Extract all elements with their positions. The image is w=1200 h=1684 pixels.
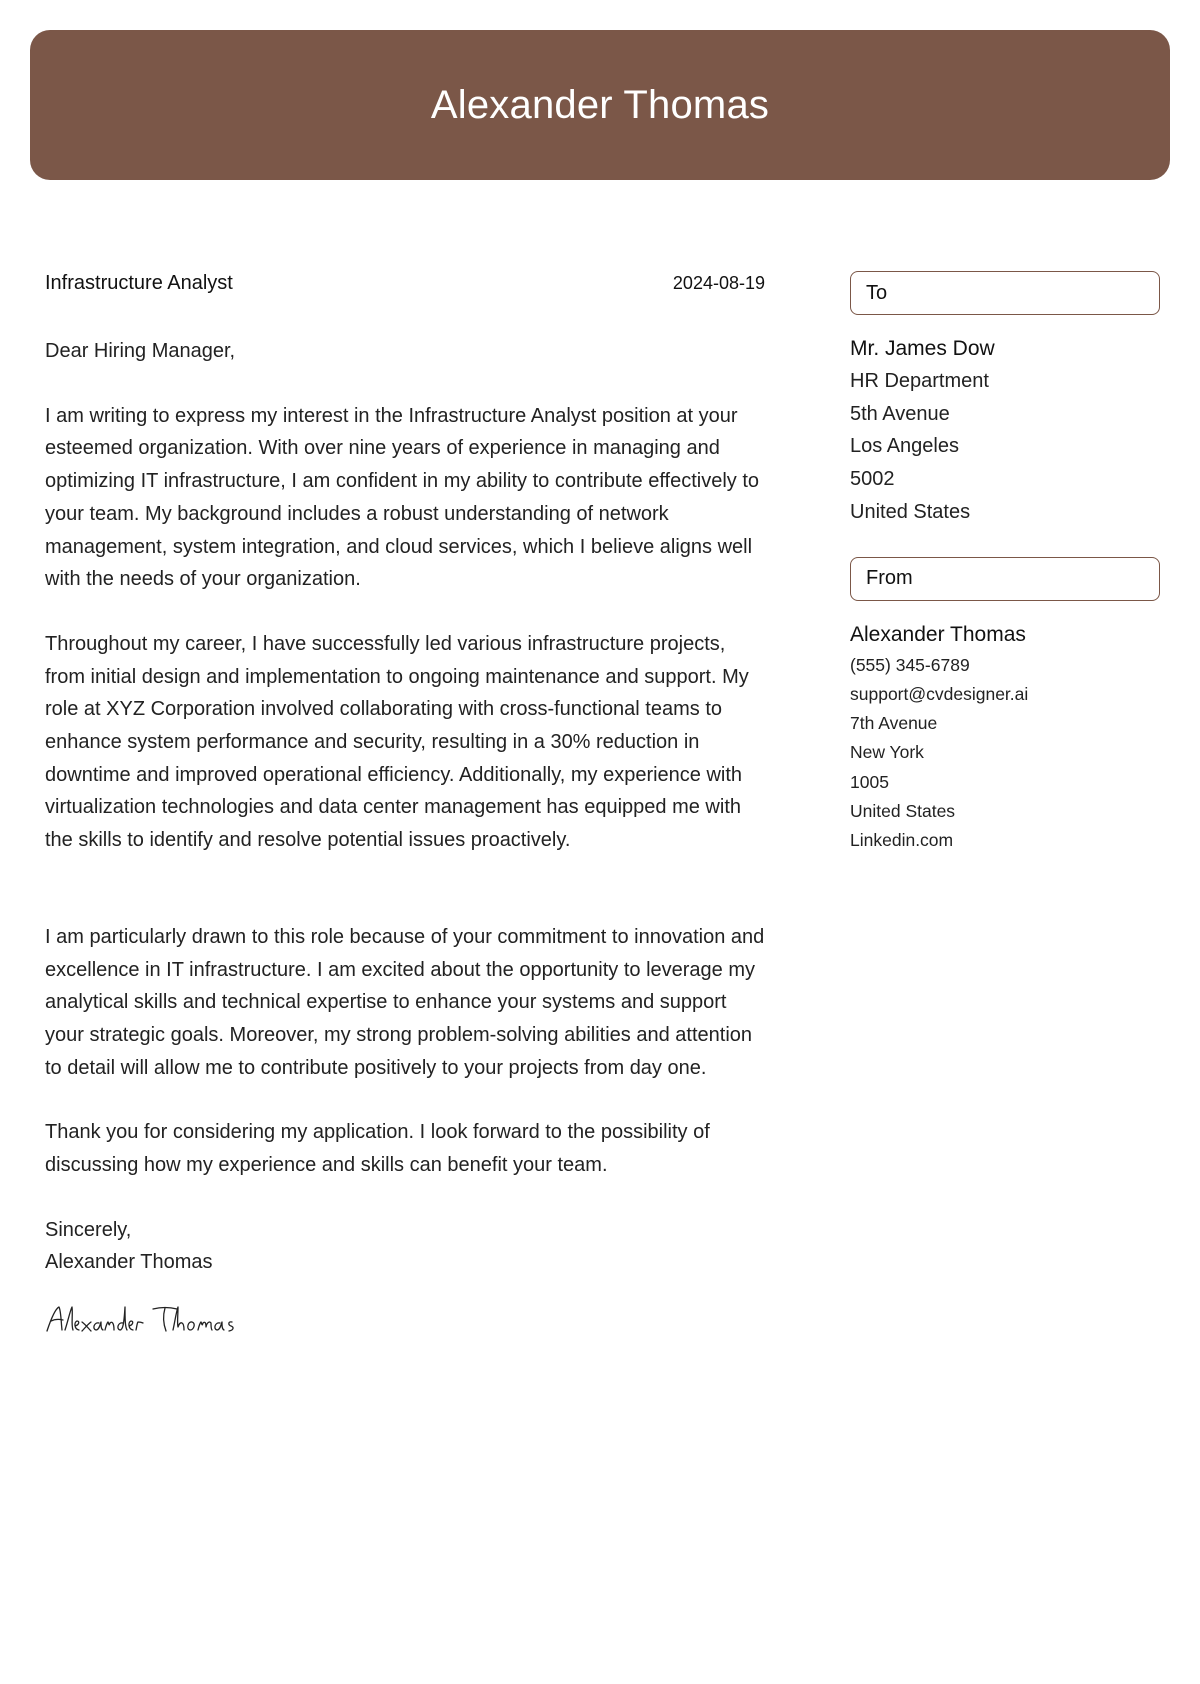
recipient-department: HR Department bbox=[850, 370, 989, 392]
paragraph-intro: I am writing to express my interest in the Infrastructure Analyst position at your esteemed organization. With over nine years of experience in managing and optimizing IT infrastructure, I am confident in my ability to contribute effectively to your team. My background includes a robust understanding of network management, system integration, and cloud services, which I believe aligns well with the needs of your organization. bbox=[45, 404, 760, 591]
paragraph-experience: Throughout my career, I have successfully led various infrastructure projects, from initial design and implementation to ongoing maintenance and support. My role at XYZ Corporation involved collaborating with cross-functional teams to enhance system performance and security, resulting in a 30% reduction in downtime and improved operational efficiency. Additionally, my experience with virtualization technologies and data center management has equipped me with the skills to identify and resolve potential issues proactively. bbox=[45, 632, 749, 852]
sender-phone: (555) 345-6789 bbox=[850, 654, 970, 675]
sender-zip: 1005 bbox=[850, 771, 889, 792]
letter-date: 2024-08-19 bbox=[672, 273, 765, 293]
header-banner bbox=[30, 30, 1170, 180]
closing: Sincerely, bbox=[45, 1218, 132, 1241]
recipient-zip: 5002 bbox=[850, 468, 895, 491]
sidebar bbox=[850, 271, 1160, 856]
title-row bbox=[45, 272, 765, 295]
sender-email: support@cvdesigner.ai bbox=[850, 683, 1029, 704]
paragraph-thanks: Thank you for considering my application. I look forward to the possibility of discussing how my experience and skills can benefit your team. bbox=[45, 1121, 710, 1177]
paragraph-motivation: I am particularly drawn to this role because of your commitment to innovation and excellence in IT infrastructure. I am excited about the opportunity to leverage my analytical skills and technical expertise to enhance your systems and support your strategic goals. Moreover, my strong problem-solving abilities and attention to detail will allow me to contribute positively to your projects from day one. bbox=[45, 925, 765, 1079]
sender-details bbox=[850, 619, 1160, 856]
signature bbox=[45, 1301, 765, 1339]
recipient-country: United States bbox=[850, 500, 971, 523]
header-name: Alexander Thomas bbox=[430, 82, 770, 127]
signature-image bbox=[45, 1301, 265, 1339]
job-title: Infrastructure Analyst bbox=[45, 272, 233, 294]
closing-name: Alexander Thomas bbox=[45, 1251, 213, 1274]
sender-street: 7th Avenue bbox=[850, 713, 938, 734]
recipient-details bbox=[850, 333, 1160, 529]
sender-country: United States bbox=[850, 801, 956, 821]
letter-body bbox=[45, 272, 765, 1339]
greeting: Dear Hiring Manager, bbox=[45, 340, 236, 362]
sender-city: New York bbox=[850, 742, 924, 763]
recipient-street: 5th Avenue bbox=[850, 402, 950, 425]
sender-website: Linkedin.com bbox=[850, 830, 954, 851]
from-section-header: From bbox=[850, 557, 1160, 601]
recipient-name: Mr. James Dow bbox=[850, 337, 995, 360]
to-section-header: To bbox=[850, 271, 1160, 315]
sender-name: Alexander Thomas bbox=[850, 622, 1026, 646]
recipient-city: Los Angeles bbox=[850, 435, 959, 458]
